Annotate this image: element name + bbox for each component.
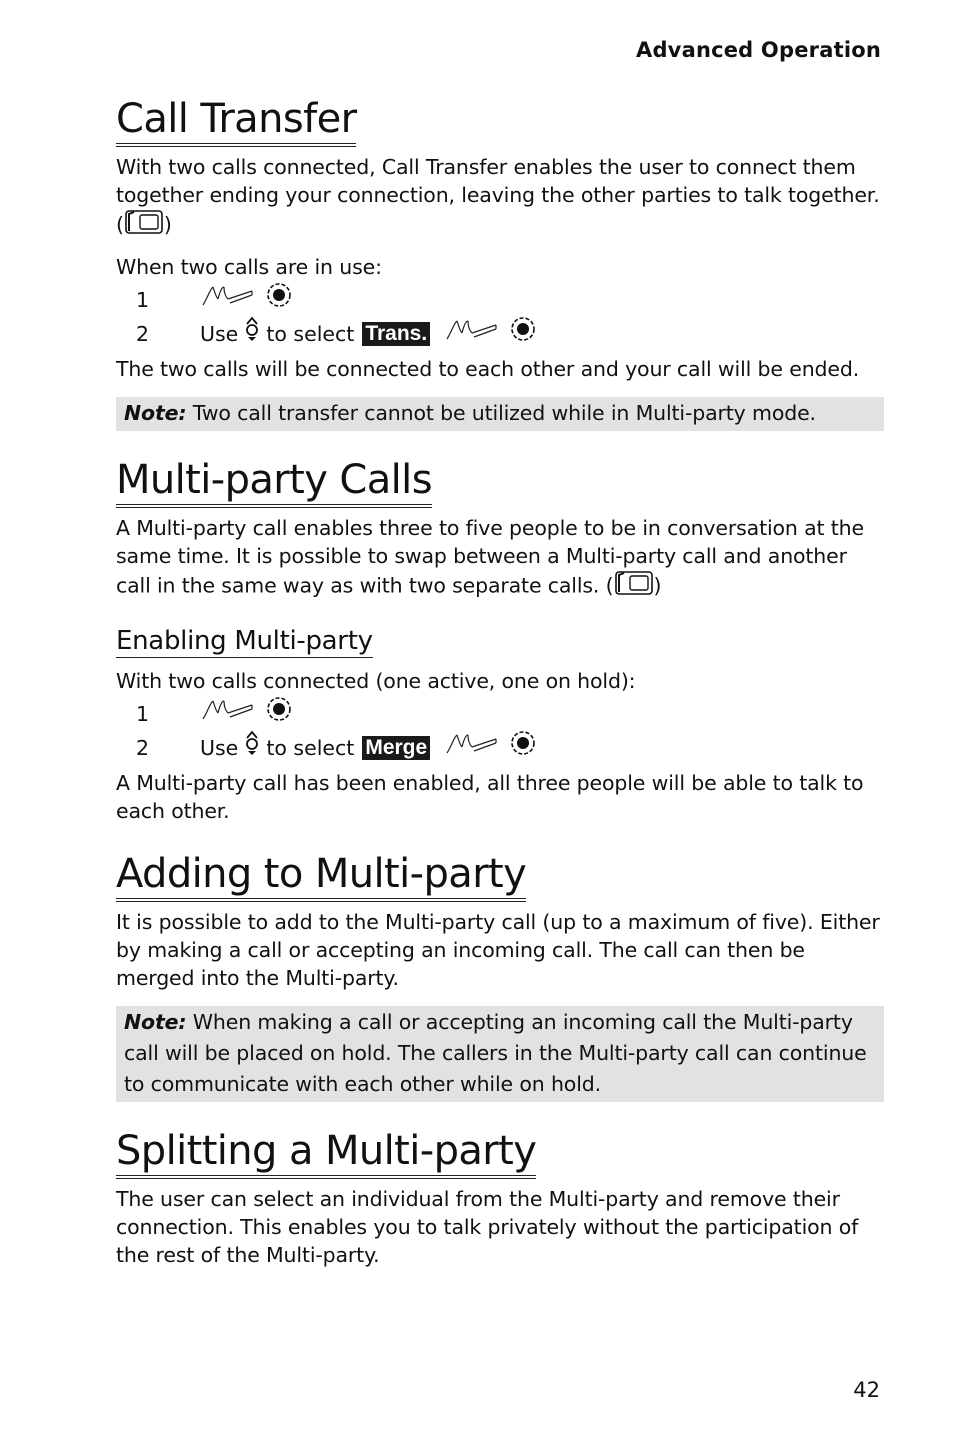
page-content <box>116 96 884 1269</box>
section-multi-party-calls <box>116 457 884 825</box>
paragraph-call-transfer-result: The two calls will be connected to each other and your call will be ended. <box>116 357 860 381</box>
heading-multi-party-calls: Multi-party Calls <box>116 457 432 508</box>
paragraph-call-transfer-lead: When two calls are in use: <box>116 255 382 279</box>
paragraph-multi-party-intro: A Multi-party call enables three to five people to be in conversation at the same time. It is possible to swap between a Multi-party call and another call in the same way as with two separate calls. ( ) <box>116 514 884 603</box>
heading-call-transfer: Call Transfer <box>116 96 356 147</box>
phone-display-icon <box>124 209 164 242</box>
multi-party-intro-text: A Multi-party call enables three to five people to be in conversation at the same time. It is possible to swap between a Multi-party call and another call in the same way as with two separate calls. <box>116 516 864 598</box>
press-key-icon <box>444 729 500 767</box>
note-box <box>116 1006 884 1102</box>
navigation-key-icon <box>244 729 260 767</box>
paragraph-adding-intro: It is possible to add to the Multi-party call (up to a maximum of five). Either by making a call or accepting an incoming call. The call can then be merged into the Multi-party. <box>116 910 880 990</box>
subheading-enabling-multi-party: Enabling Multi-party <box>116 626 373 656</box>
press-key-icon <box>444 315 500 353</box>
note-text: Two call transfer cannot be utilized while in Multi-party mode. <box>186 401 816 425</box>
section-adding-to-multi-party <box>116 851 884 1102</box>
step-2: 2 Use to select Trans. <box>116 317 884 351</box>
heading-splitting-multi-party: Splitting a Multi-party <box>116 1128 536 1179</box>
select-button-icon <box>266 696 292 732</box>
paragraph-multi-party-result: A Multi-party call has been enabled, all three people will be able to talk to each other. <box>116 771 864 823</box>
softkey-label-trans: Trans. <box>362 322 430 346</box>
select-button-icon <box>266 282 292 318</box>
call-transfer-intro-text: With two calls connected, Call Transfer enables the user to connect them together ending your connection, leaving the other parties to talk together. <box>116 155 880 207</box>
page-number: 42 <box>853 1378 880 1402</box>
press-key-icon <box>200 695 256 733</box>
section-call-transfer <box>116 96 884 431</box>
select-button-icon <box>510 316 536 352</box>
step-number: 2 <box>136 736 150 760</box>
step-1 <box>116 697 884 731</box>
select-button-icon <box>510 730 536 766</box>
softkey-label-merge: Merge <box>362 736 430 760</box>
paragraph-multi-party-lead: With two calls connected (one active, one on hold): <box>116 669 636 693</box>
step-number: 2 <box>136 322 150 346</box>
step-number: 1 <box>136 702 150 726</box>
note-label: Note: <box>124 1010 187 1034</box>
phone-display-icon <box>614 570 654 603</box>
heading-adding-to-multi-party: Adding to Multi-party <box>116 851 526 902</box>
navigation-key-icon <box>244 315 260 353</box>
note-text: When making a call or accepting an incoming call the Multi-party call will be placed on hold. The callers in the Multi-party call can continue to communicate with each other while on hold. <box>124 1010 867 1096</box>
running-header: Advanced Operation <box>636 38 881 62</box>
press-key-icon <box>200 281 256 319</box>
paragraph-call-transfer-intro: With two calls connected, Call Transfer enables the user to connect them together ending your connection, leaving the other parties to talk together. ( ) <box>116 153 884 242</box>
paragraph-splitting-intro: The user can select an individual from the Multi-party and remove their connection. This enables you to talk privately without the participation of the rest of the Multi-party. <box>116 1187 859 1267</box>
section-splitting-multi-party <box>116 1128 884 1269</box>
step-2: 2 Use to select Merge <box>116 731 884 765</box>
note-box <box>116 397 884 431</box>
step-1 <box>116 283 884 317</box>
step-number: 1 <box>136 288 150 312</box>
note-label: Note: <box>124 401 187 425</box>
